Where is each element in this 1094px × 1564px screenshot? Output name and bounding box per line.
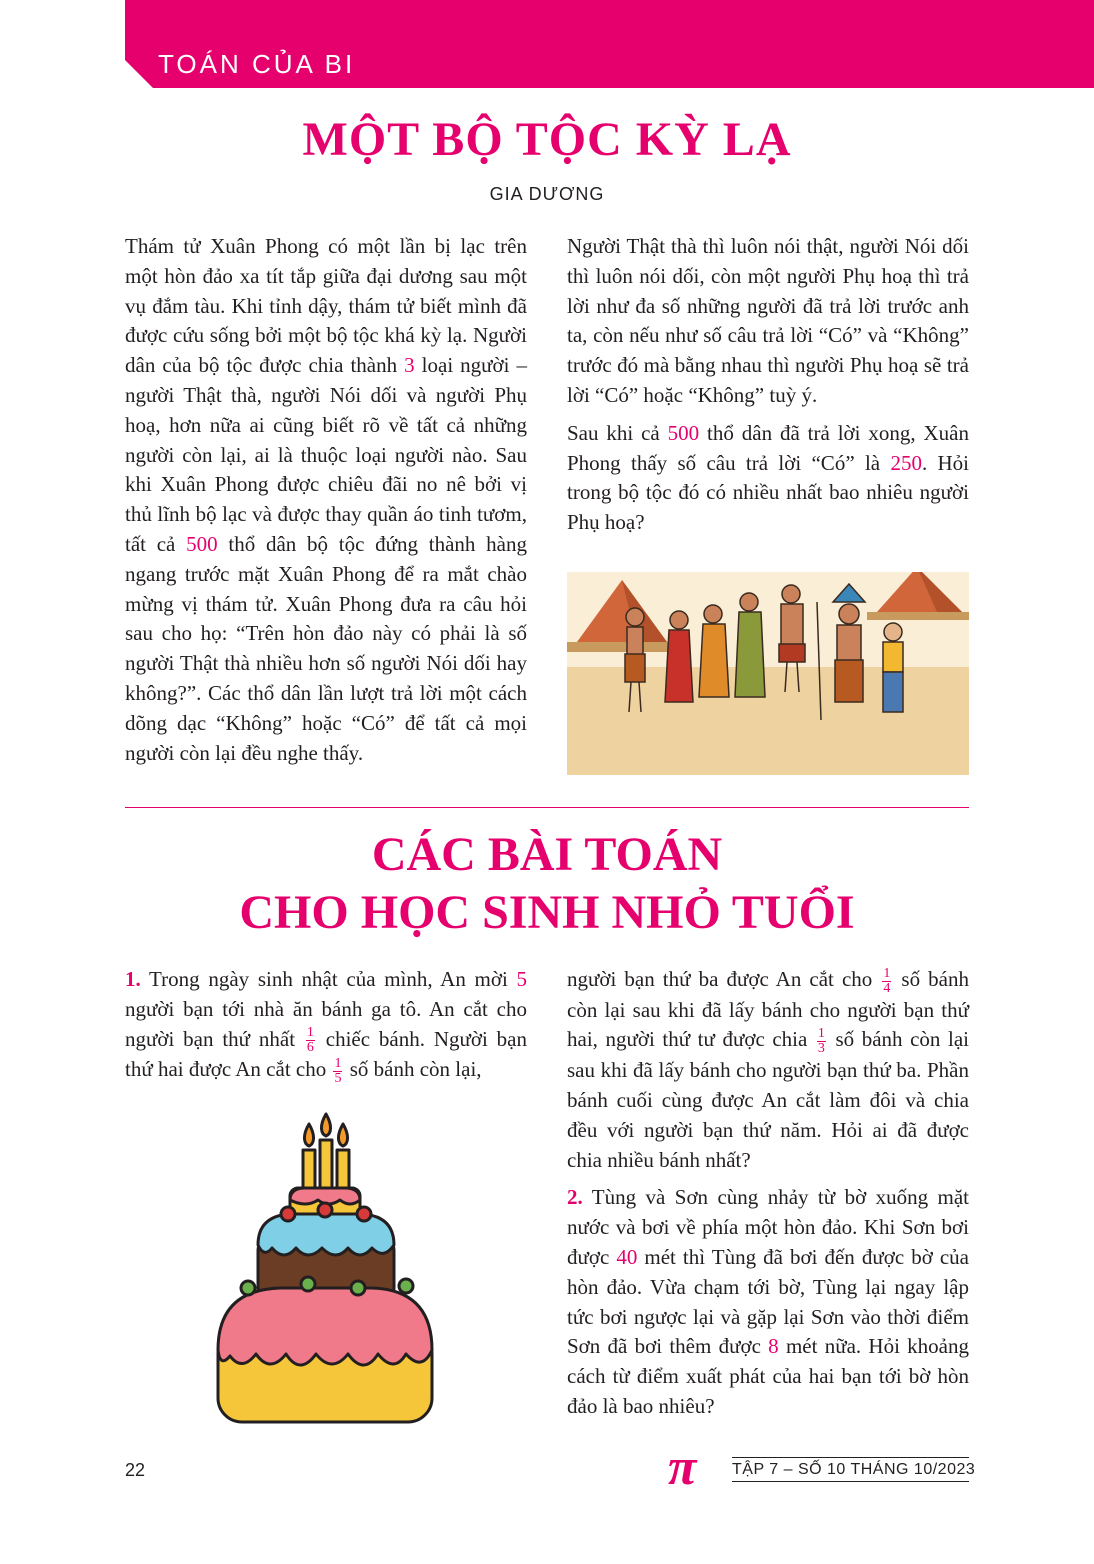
article1-paragraph: Thám tử Xuân Phong có một lần bị lạc trên một hòn đảo xa tít tắp giữa đại dương sau một vụ đắm tàu. Khi tỉnh dậy, thám tử biết mình đã được cứu sống bởi một bộ tộc khá kỳ lạ. Người dân của bộ tộc được chia thành 3 loại người – người Thật thà, người Nói dối và người Phụ hoạ, hơn nữa ai cũng biết rõ về tất cả những người còn lại, ai là thuộc loại người nào. Sau khi Xuân Phong được chiêu đãi no nê bởi vị thủ lĩnh bộ lạc và được thay quần áo tinh tươm, tất cả 500 thổ dân bộ tộc đứng thành hàng ngang trước mặt Xuân Phong để ra mắt chào mừng vị thám tử. Xuân Phong đưa ra câu hỏi sau cho họ: “Trên hòn đảo này có phải là số người Thật thà nhiều hơn số người Nói dối hay không?”. Các thổ dân lần lượt trả lời một cách dõng dạc “Không” hoặc “Có” để tất cả mọi người còn lại đều nghe thấy. (125, 234, 528, 765)
section-divider (125, 807, 969, 808)
section-title-line: CHO HỌC SINH NHỎ TUỔI (239, 886, 855, 939)
fraction: $\frac{1}{4}$ (883, 965, 891, 996)
number-highlight: 40 (616, 1244, 638, 1269)
number-highlight: 500 (186, 531, 218, 556)
header-notch (125, 60, 153, 88)
number-highlight: 3 (404, 353, 415, 378)
problem-number: 2. (567, 1185, 583, 1210)
page-number: 22 (125, 1460, 146, 1480)
number-highlight: 250 (890, 450, 922, 475)
problem-number: 1. (125, 967, 141, 991)
problem-2: 2. Tùng và Sơn cùng nhảy từ bờ xuống mặt nước và bơi về phía một hòn đảo. Khi Sơn bơi được 40 mét thì Tùng đã bơi đến được bờ của hòn đảo. Vừa chạm tới bờ, Tùng lại ngay lập tức bơi ngược lại và gặp lại Sơn vào thời điểm Sơn đã bơi thêm được 8 mét nữa. Hỏi khoảng cách từ điểm xuất phát của hai bạn tới bờ hòn đảo là bao nhiêu? (567, 1185, 969, 1418)
pi-logo-icon: π (668, 1439, 697, 1496)
article-author: GIA DƯƠNG (489, 184, 605, 204)
number-highlight: 5 (516, 967, 527, 991)
tribe-illustration (567, 572, 969, 775)
fraction: $\frac{1}{5}$ (334, 1055, 342, 1086)
section-label: TOÁN CỦA BI (158, 49, 356, 79)
problem-1-continued: người bạn thứ ba được An cắt cho $\frac{1}{4}$ số bánh còn lại sau khi đã lấy bánh cho người bạn thứ hai, người thứ tư được chia $\frac{1}{3}$ số bánh còn lại sau khi đã lấy bánh cho người bạn thứ ba. Phần bánh cuối cùng được An cắt làm đôi và chia đều với người bạn thứ năm. Hỏi ai đã được chia nhiều bánh nhất? (567, 965, 969, 1172)
fraction: $\frac{1}{6}$ (306, 1025, 314, 1056)
number-highlight: 8 (768, 1334, 779, 1359)
section-title-line: CÁC BÀI TOÁN (371, 828, 723, 881)
issue-info: TẬP 7 – SỐ 10 THÁNG 10/2023 (732, 1457, 969, 1482)
article1-paragraph: Người Thật thà thì luôn nói thật, người Nói dối thì luôn nói dối, còn một người Phụ hoạ thì trả lời như đa số những người đã trả lời trước anh ta, còn nếu như số câu trả lời “Có” và “Không” trước đó mà bằng nhau thì người Phụ hoạ sẽ trả lời “Có” hoặc “Không” tuỳ ý. (567, 234, 969, 407)
article-title: MỘT BỘ TỘC KỲ LẠ (302, 113, 792, 166)
problems-column-left (125, 965, 527, 1086)
article1-column-right (567, 232, 969, 538)
article1-question: Sau khi cả 500 thổ dân đã trả lời xong, Xuân Phong thấy số câu trả lời “Có” là 250. Hỏi trong bộ tộc đó có nhiều nhất bao nhiêu người Phụ hoạ? (567, 420, 970, 535)
article1-column-left (125, 232, 527, 768)
fraction: $\frac{1}{3}$ (817, 1026, 825, 1057)
problem-1: 1. Trong ngày sinh nhật của mình, An mời 5 người bạn tới nhà ăn bánh ga tô. An cắt cho người bạn thứ nhất $\frac{1}{6}$ chiếc bánh. Người bạn thứ hai được An cắt cho $\frac{1}{5}$ số bánh còn lại, (125, 967, 527, 1086)
number-highlight: 500 (667, 420, 700, 445)
section-title (0, 826, 1094, 942)
birthday-cake-illustration (200, 1110, 450, 1430)
problems-column-right (567, 965, 969, 1422)
